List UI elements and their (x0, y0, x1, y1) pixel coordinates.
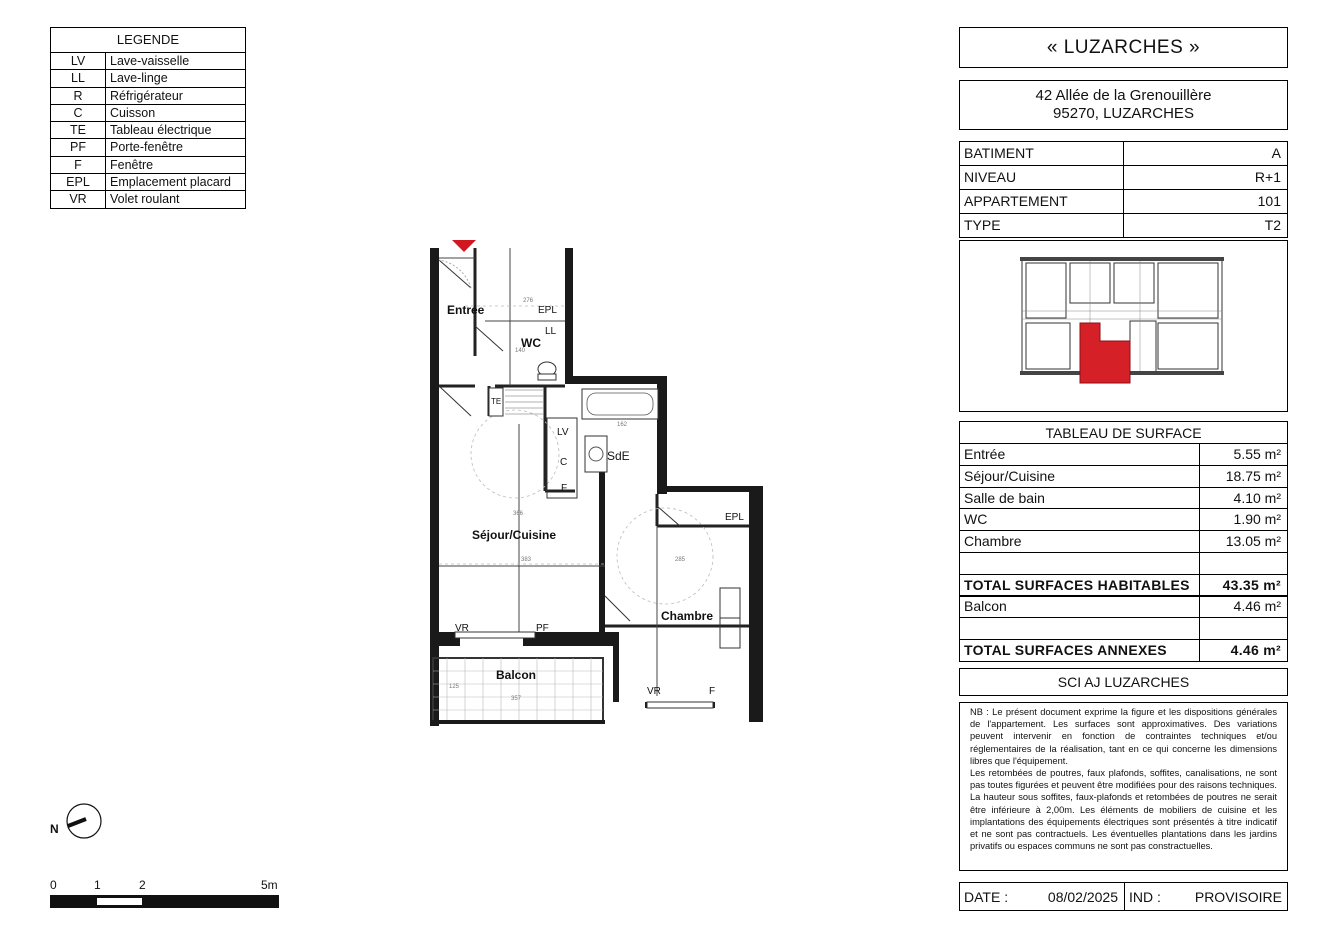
floor-plan (425, 236, 770, 726)
surface-row (960, 466, 1287, 488)
surface-total-value: 43.35 m² (1222, 576, 1281, 593)
annex-row (960, 596, 1287, 618)
legend-table (50, 27, 246, 209)
info-row (960, 190, 1287, 214)
legend-label: Réfrigérateur (110, 88, 183, 103)
surface-row (960, 488, 1287, 510)
legend-code: LV (51, 53, 106, 69)
legend-label: Fenêtre (110, 157, 154, 172)
project-title: « LUZARCHES » (959, 27, 1288, 68)
room-label-entree: Entrée (447, 303, 485, 317)
legend-code: TE (51, 122, 106, 138)
legend-row (51, 174, 245, 191)
dim-label: 276 (523, 298, 534, 304)
legend-code: LL (51, 70, 106, 86)
north-compass (48, 800, 108, 842)
date-label: DATE : (964, 889, 1009, 905)
compass-label: N (50, 822, 59, 836)
annex-row-empty (960, 618, 1287, 640)
legend-row (51, 139, 245, 156)
legend-label: Volet roulant (110, 192, 180, 207)
disclaimer-paragraph: NB : Le présent document exprime la figure et les dispositions générales de l'appartement. Les surfaces sont approximatives. Des variations peuvent intervenir en fonction de contraintes techniques et/ou réglementaires de la réalisation, tant en ce qui concerne les dimensions libres que l'équipement. (970, 707, 1277, 766)
dim-label: 357 (511, 696, 522, 702)
info-value: T2 (1264, 217, 1281, 233)
surface-room: WC (960, 509, 1200, 530)
disclaimer-paragraph: Les retombées de poutres, faux plafonds, soffites, canalisations, ne sont pas toutes figurées et peuvent être modifiées pour des raisons techniques. La hauteur sous soffites, faux-plafonds et retombées de poutres ne serait être inférieure à 2,00m. Les éléments de mobiliers de cuisine et les implantations des équipements électriques sont présentés à titre indicatif et ne sont pas contractuels. Les éventuelles plantations dans les jardins privatifs ou espaces communs ne sont pas constractuelles. (970, 768, 1277, 852)
legend-row (51, 105, 245, 122)
index-value: PROVISOIRE (1194, 889, 1282, 905)
legend-label: Emplacement placard (110, 175, 231, 190)
dim-label: 125 (449, 684, 460, 690)
info-value: R+1 (1254, 169, 1281, 185)
key-plan (959, 240, 1288, 412)
info-table (959, 141, 1288, 238)
dim-label: 366 (513, 511, 524, 517)
disclaimer-note (959, 702, 1288, 871)
annex-total-row (960, 640, 1287, 661)
surface-row (960, 509, 1287, 531)
room-label-balcon: Balcon (496, 668, 537, 682)
surface-room: Salle de bain (960, 488, 1200, 509)
project-address (959, 80, 1288, 130)
surface-value: 13.05 m² (1225, 533, 1281, 550)
key-plan-drawing (960, 241, 1287, 411)
index-cell (1125, 883, 1287, 910)
surface-room: Séjour/Cuisine (960, 466, 1200, 487)
surface-value (1200, 553, 1287, 574)
info-key: NIVEAU (960, 166, 1124, 189)
surface-table-title: TABLEAU DE SURFACE (960, 422, 1287, 444)
surface-row (960, 531, 1287, 553)
legend-label: Lave-vaisselle (110, 54, 190, 68)
label-te: TE (491, 397, 502, 406)
label-lv: LV (557, 427, 569, 438)
info-key: APPARTEMENT (960, 190, 1124, 213)
label-fenetre-kitchen: F (561, 483, 568, 494)
scale-bar-body (50, 895, 279, 908)
scale-bar-segment (97, 898, 142, 905)
legend-code: VR (51, 191, 106, 207)
owner-name: SCI AJ LUZARCHES (959, 668, 1288, 696)
legend-code: F (51, 157, 106, 173)
legend-code: PF (51, 139, 106, 155)
label-ll: LL (545, 326, 557, 337)
legend-row (51, 53, 245, 70)
legend-label: Tableau électrique (110, 123, 212, 138)
annex-table (959, 595, 1288, 662)
date-cell (960, 883, 1125, 910)
legend-row (51, 70, 245, 87)
annex-total-label: TOTAL SURFACES ANNEXES (960, 640, 1200, 661)
info-value: 101 (1257, 193, 1281, 209)
surface-value: 1.90 m² (1233, 511, 1281, 528)
date-value: 08/02/2025 (1047, 889, 1118, 905)
apartment-highlight (1080, 323, 1130, 383)
info-key: TYPE (960, 214, 1124, 237)
scale-tick-label: 1 (94, 878, 101, 892)
surface-room (960, 553, 1200, 574)
surface-total-label: TOTAL SURFACES HABITABLES (960, 575, 1200, 596)
legend-row (51, 88, 245, 105)
address-line-1: 42 Allée de la Grenouillère (1035, 87, 1212, 104)
surface-row-empty (960, 553, 1287, 575)
index-label: IND : (1129, 889, 1161, 905)
room-label-wc: WC (521, 336, 541, 350)
room-label-sde: SdE (607, 449, 630, 463)
info-row (960, 166, 1287, 190)
dim-label: 285 (675, 557, 686, 563)
surface-room: Chambre (960, 531, 1200, 552)
info-row (960, 142, 1287, 166)
footer-date-row (959, 882, 1288, 911)
annex-value (1200, 618, 1287, 639)
scale-bar (50, 878, 290, 914)
scale-tick-label: 5m (261, 878, 278, 892)
entrance-marker (452, 240, 476, 252)
address-line-2: 95270, LUZARCHES (1053, 105, 1194, 122)
dim-label: 383 (521, 557, 532, 563)
surface-room: Entrée (960, 444, 1200, 465)
surface-value: 5.55 m² (1233, 446, 1281, 462)
annex-value: 4.46 m² (1233, 598, 1281, 614)
annex-total-value: 4.46 m² (1230, 642, 1281, 658)
dim-label: 162 (617, 422, 628, 428)
scale-tick-label: 0 (50, 878, 57, 892)
legend-label: Porte-fenêtre (110, 140, 183, 155)
surface-row (960, 444, 1287, 466)
legend-row (51, 191, 245, 207)
legend-label: Cuisson (110, 105, 156, 120)
info-row (960, 214, 1287, 237)
surface-value: 4.10 m² (1233, 489, 1281, 506)
dim-label: 140 (515, 348, 526, 354)
legend-code: EPL (51, 174, 106, 190)
surface-total-row (960, 575, 1287, 596)
legend-code: R (51, 88, 106, 104)
label-epl-chambre: EPL (725, 512, 744, 523)
legend-row (51, 157, 245, 174)
label-pf: PF (536, 623, 549, 634)
legend-code: C (51, 105, 106, 121)
legend-label: Lave-linge (110, 71, 168, 86)
label-vr-chambre: VR (647, 686, 661, 697)
info-value: A (1271, 145, 1281, 161)
legend-title: LEGENDE (51, 28, 245, 53)
annex-room (960, 618, 1200, 639)
info-key: BATIMENT (960, 142, 1124, 165)
surface-value: 18.75 m² (1225, 467, 1281, 484)
label-vr-sejour: VR (455, 623, 469, 634)
room-label-chambre: Chambre (661, 609, 714, 623)
room-label-sejour: Séjour/Cuisine (472, 528, 557, 542)
surface-table (959, 421, 1288, 597)
legend-row (51, 122, 245, 139)
label-epl: EPL (538, 305, 557, 316)
label-fenetre-chambre: F (709, 686, 716, 697)
label-cuisson: C (560, 457, 568, 468)
scale-tick-label: 2 (139, 878, 146, 892)
annex-room: Balcon (960, 596, 1200, 617)
